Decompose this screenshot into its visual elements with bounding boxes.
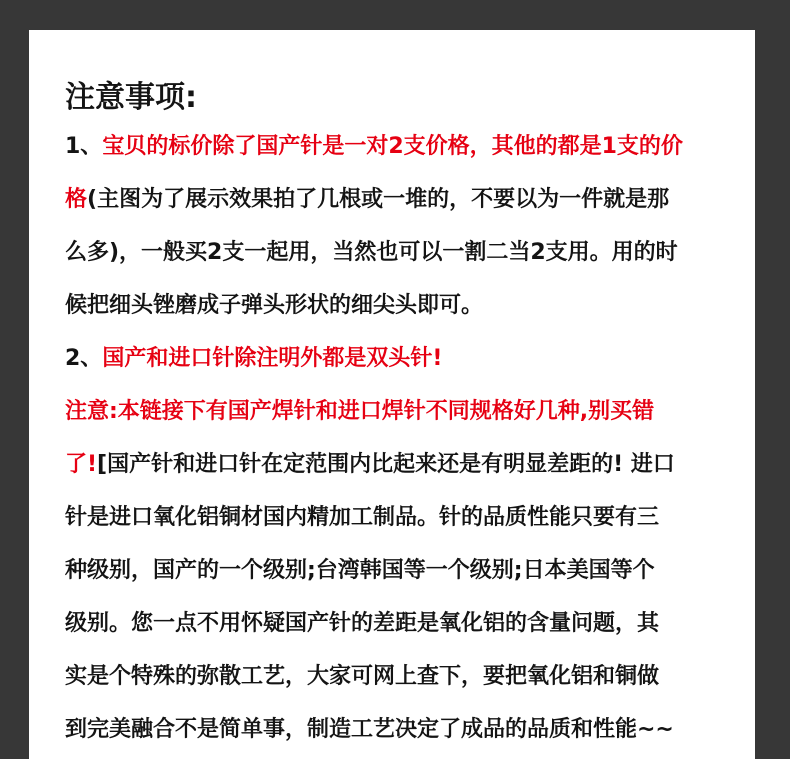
line-text: 针是进口氧化铝铜材国内精加工制品。针的品质性能只要有三 [65, 505, 660, 530]
highlight-text: 宝贝的标价除了国产针是一对2支价格，其他的都是1支的价 [102, 134, 683, 159]
highlight-text: 注意:本链接下有国产焊针和进口焊针不同规格好几种,别买错 [65, 399, 655, 424]
notice-line-12 [65, 713, 674, 747]
notice-line-4 [65, 289, 483, 323]
notice-line-3 [65, 236, 678, 270]
line-text: 候把细头锉磨成子弹头形状的细尖头即可。 [65, 293, 484, 318]
notice-line-10 [65, 607, 659, 641]
highlight-text: 国产和进口针除注明外都是双头针! [102, 346, 443, 371]
notice-line-8 [65, 501, 659, 535]
notice-line-7 [65, 448, 675, 482]
notice-card [29, 30, 755, 759]
line-text: [国产针和进口针在定范围内比起来还是有明显差距的! 进口 [97, 452, 675, 477]
line-text: (主图为了展示效果拍了几根或一堆的，不要以为一件就是那 [87, 187, 670, 212]
notice-title: 注意事项: [65, 80, 197, 115]
line-text: 1、 [65, 134, 103, 159]
line-text: 到完美融合不是简单事，制造工艺决定了成品的品质和性能~~ [65, 717, 674, 742]
line-text: 种级别，国产的一个级别;台湾韩国等一个级别;日本美国等个 [65, 558, 655, 583]
notice-line-2 [65, 183, 669, 217]
line-text: 级别。您一点不用怀疑国产针的差距是氧化铝的含量问题，其 [65, 611, 660, 636]
highlight-text: 了! [65, 452, 98, 477]
line-text: 2、 [65, 346, 103, 371]
line-text: 么多)，一般买2支一起用，当然也可以一割二当2支用。用的时 [65, 240, 678, 265]
notice-line-9 [65, 554, 655, 588]
notice-line-6 [65, 395, 654, 429]
line-text: 实是个特殊的弥散工艺，大家可网上查下，要把氧化铝和铜做 [65, 664, 660, 689]
notice-line-1 [65, 130, 683, 164]
notice-line-11 [65, 660, 659, 694]
notice-line-5 [65, 342, 442, 376]
highlight-text: 格 [65, 187, 88, 212]
